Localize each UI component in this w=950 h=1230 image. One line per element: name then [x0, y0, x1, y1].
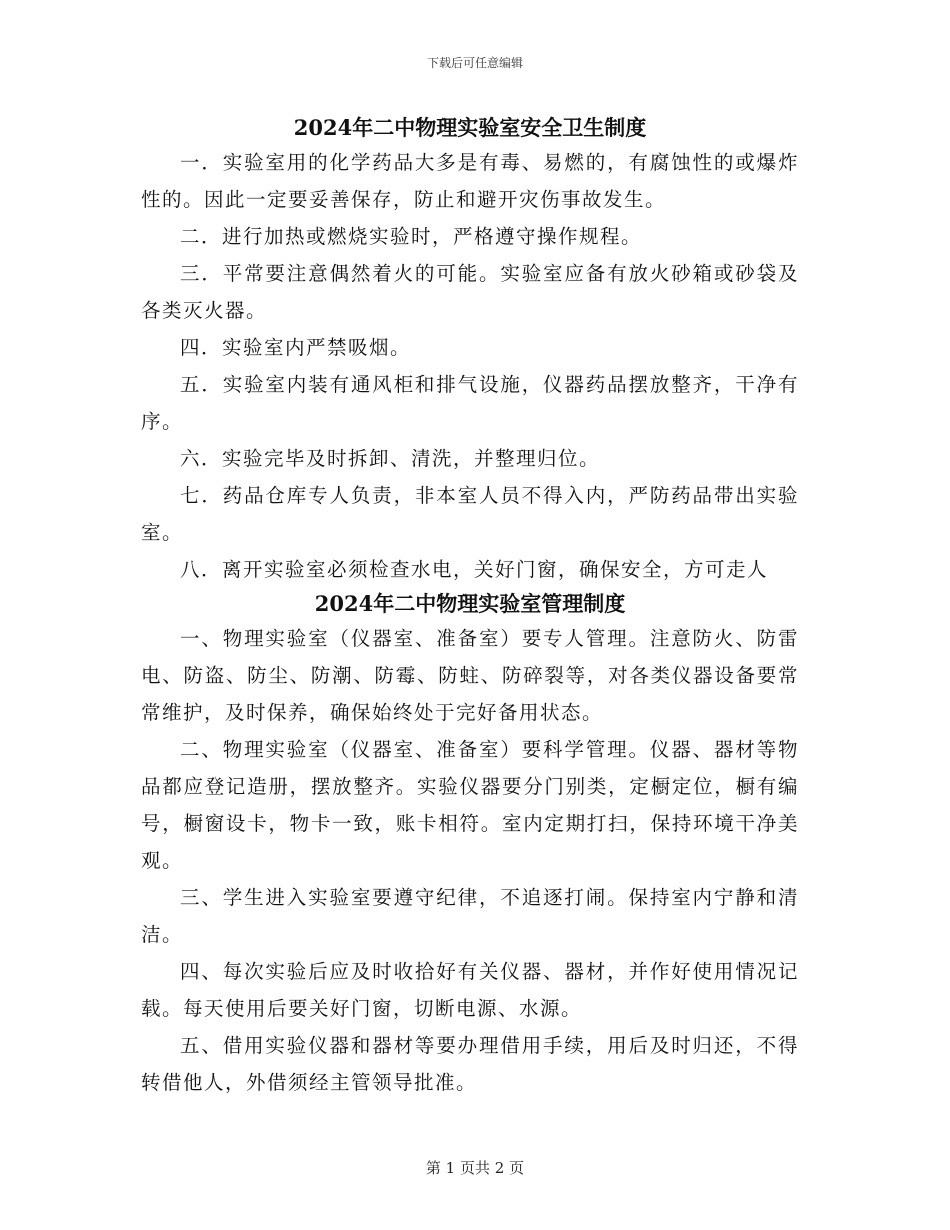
section-title-management: 2024年二中物理实验室管理制度 — [314, 591, 626, 616]
paragraph: 五．实验室内装有通风柜和排气设施，仪器药品摆放整齐，干净有序。 — [141, 373, 799, 433]
paragraph: 四．实验室内严禁吸烟。 — [180, 336, 412, 359]
paragraph: 二．进行加热或燃烧实验时，严格遵守操作规程。 — [180, 225, 643, 248]
paragraph: 三．平常要注意偶然着火的可能。实验室应备有放火砂箱或砂袋及各类灭火器。 — [141, 262, 799, 322]
section-title-safety: 2024年二中物理实验室安全卫生制度 — [293, 115, 647, 140]
paragraph: 七．药品仓库专人负责，非本室人员不得入内，严防药品带出实验室。 — [141, 484, 799, 544]
paragraph: 一、物理实验室（仪器室、准备室）要专人管理。注意防火、防雷电、防盗、防尘、防潮、防霉、防蛀、防碎裂等，对各类仪器设备要常常维护，及时保养，确保始终处于完好备用状态。 — [141, 627, 799, 724]
paragraph: 四、每次实验后应及时收拾好有关仪器、器材，并作好使用情况记载。每天使用后要关好门窗，切断电源、水源。 — [141, 960, 799, 1020]
paragraph: 一．实验室用的化学药品大多是有毒、易燃的，有腐蚀性的或爆炸性的。因此一定要妥善保存，防止和避开灾伤事故发生。 — [141, 151, 799, 211]
document-body — [141, 112, 799, 1101]
page-header: 下载后可任意编辑 — [426, 56, 523, 70]
paragraph: 八．离开实验室必须检查水电，关好门窗，确保安全，方可走人 — [180, 558, 769, 581]
paragraph: 二、物理实验室（仪器室、准备室）要科学管理。仪器、器材等物品都应登记造册，摆放整齐。实验仪器要分门别类，定橱定位，橱有编号，橱窗设卡，物卡一致，账卡相符。室内定期打扫，保持环境干净美观。 — [141, 738, 799, 872]
paragraph: 三、学生进入实验室要遵守纪律，不追逐打闹。保持室内宁静和清洁。 — [141, 886, 799, 946]
paragraph: 六．实验完毕及时拆卸、清洗，并整理归位。 — [180, 447, 601, 470]
page-footer: 第 1 页共 2 页 — [425, 1159, 525, 1177]
paragraph: 五、借用实验仪器和器材等要办理借用手续，用后及时归还，不得转借他人，外借须经主管领导批准。 — [141, 1034, 799, 1094]
